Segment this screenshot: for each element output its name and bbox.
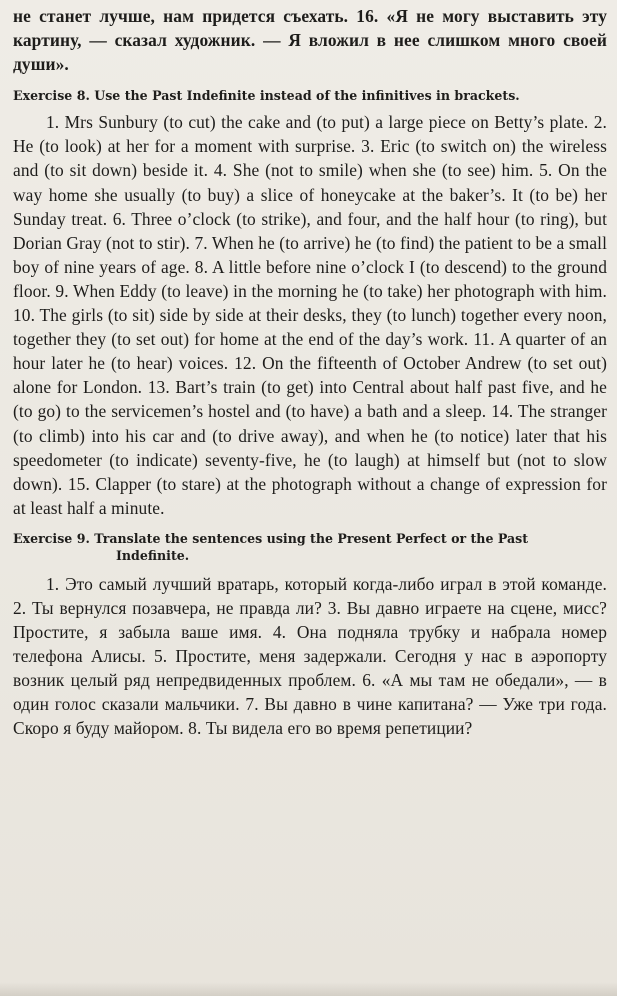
exercise-8-text: 1. Mrs Sunbury (to cut) the cake and (to put) a large piece on Betty’s plate. 2. He (to look) at her for a moment with surprise. 3. Eric (to switch on) the wireless and (to sit down) beside it. 4. She (not to smile) when she (to see) him. 5. On the way home she usually (to buy) a slice of honeycake at the baker’s. It (to be) her Sunday treat. 6. Three o’clock (to strike), and four, and the half hour (to ring), but Dorian Gray (not to stir). 7. When he (to arrive) he (to find) the patient to be a small boy of nine years of age. 8. A little before nine o’clock I (to descend) to the ground floor. 9. When Eddy (to leave) in the morning he (to take) her photograph with him. 10. The girls (to sit) side by side at their desks, they (to lunch) together every noon, together they (to set out) for home at the end of the day’s work. 11. A quarter of an hour later he (to hear) voices. 12. On the fifteenth of October Andrew (to set out) alone for London. 13. Bart’s train (to get) into Central about half past five, and he (to go) to the servicemen’s hostel and (to have) a bath and a sleep. 14. The stranger (to climb) into his car and (to drive away), and when he (to notice) later that his speedometer (to indicate) seventy-five, he (to laugh) at himself but (not to slow down). 15. Clapper (to stare) at the photograph without a change of expression for at least half a minute.	[13, 112, 607, 518]
exercise-8-heading	[13, 87, 607, 104]
page-edge-shadow	[0, 982, 617, 996]
exercise-9-heading	[13, 530, 607, 564]
exercise-9-instruction-line2: Indefinite.	[116, 547, 190, 563]
exercise-8-instruction: Use the Past Indefinite instead of the infinitives in brackets.	[94, 88, 520, 104]
exercise-9-text: 1. Это самый лучший вратарь, который когда-либо играл в этой команде. 2. Ты вернулся позавчера, не правда ли? 3. Вы давно играете на сцене, мисс? Простите, я забыла ваше имя. 4. Она подняла трубку и набрала номер телефона Алисы. 5. Простите, меня задержали. Сегодня у нас в аэропорту возник целый ряд непредвиденных проблем. 6. «А мы там не обедали», — в один голос сказали мальчики. 7. Вы давно в чине капитана? — Уже три года. Скоро я буду майором. 8. Ты видела его во время репетиции?	[13, 573, 607, 739]
exercise-9-instruction-line1: Translate the sentences using the Present Perfect or the Past	[94, 530, 529, 546]
previous-exercise-continuation: не станет лучше, нам придется съехать. 16. «Я не могу выставить эту картину, — сказал художник. — Я вложил в нее слишком много своей души».	[13, 6, 607, 75]
exercise-9-label: Exercise 9.	[13, 530, 90, 546]
exercise-8-label: Exercise 8.	[13, 88, 90, 104]
